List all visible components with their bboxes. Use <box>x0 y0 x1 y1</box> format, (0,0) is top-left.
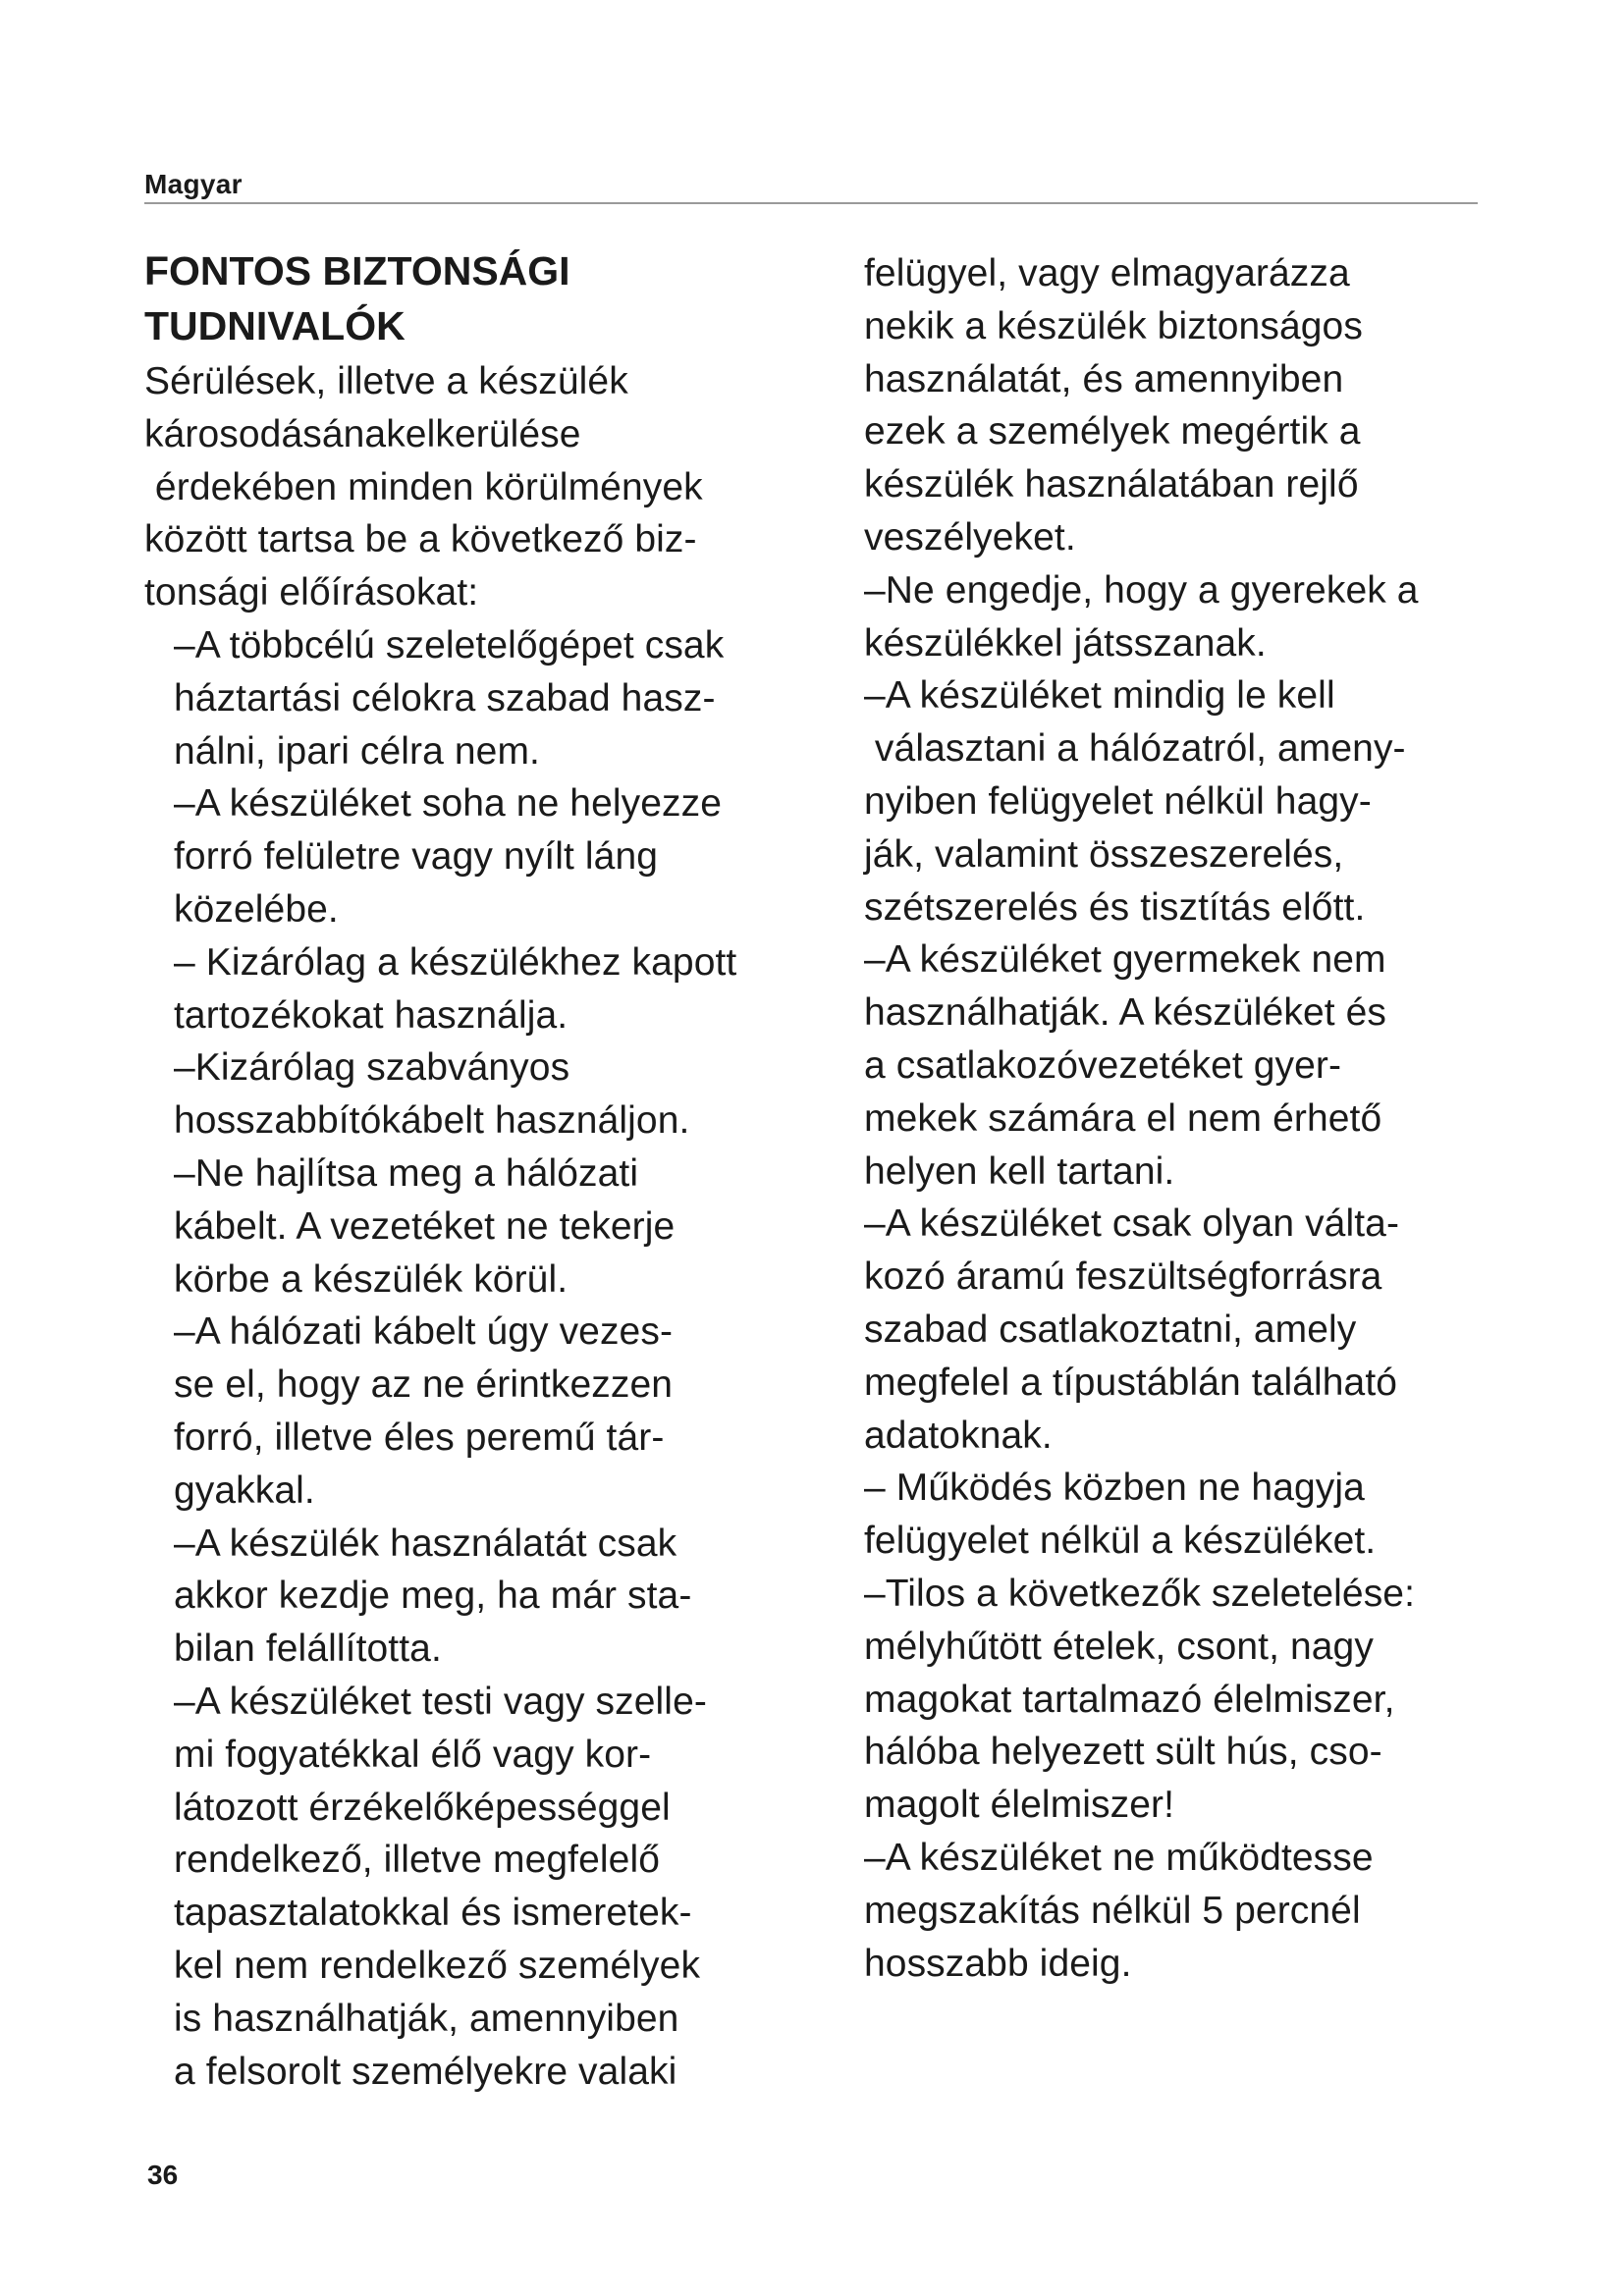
list-line: mi fogyatékkal élő vagy kor- <box>174 1733 652 1776</box>
list-line: –A készülék használatát csak <box>174 1522 677 1565</box>
list-line: háztartási célokra szabad hasz- <box>174 676 716 720</box>
list-line: szabad csatlakoztatni, amely <box>864 1308 1357 1351</box>
list-line: –A készüléket gyermekek nem <box>864 938 1386 982</box>
list-line: –A készüléket csak olyan válta- <box>864 1202 1400 1246</box>
list-line: látozott érzékelőképességgel <box>174 1786 671 1829</box>
list-line: veszélyeket. <box>864 515 1076 559</box>
intro-line: károsodásánakelkerülése <box>144 412 581 455</box>
list-line: tartozékokat használja. <box>174 993 568 1037</box>
left-column <box>144 243 832 2098</box>
list-line: megfelel a típustáblán található <box>864 1361 1398 1404</box>
list-line: –A készüléket ne működtesse <box>864 1836 1374 1879</box>
list-line: forró, illetve éles peremű tár- <box>174 1415 665 1459</box>
list-line: gyakkal. <box>174 1468 315 1512</box>
list-line: helyen kell tartani. <box>864 1149 1175 1193</box>
list-line: körbe a készülék körül. <box>174 1257 568 1301</box>
right-column <box>864 247 1542 1990</box>
list-line: magolt élelmiszer! <box>864 1784 1175 1827</box>
list-line: nekik a készülék biztonságos <box>864 304 1363 347</box>
list-line: nyiben felügyelet nélkül hagy- <box>864 779 1372 823</box>
list-line: –Kizárólag szabványos <box>174 1046 570 1090</box>
list-line: –A hálózati kábelt úgy vezes- <box>174 1310 674 1354</box>
list-line: használhatják. A készüléket és <box>864 991 1386 1035</box>
list-line: akkor kezdje meg, ha már sta- <box>174 1575 692 1618</box>
list-line: ják, valamint összeszerelés, <box>864 832 1344 876</box>
list-line: – Kizárólag a készülékhez kapott <box>174 940 737 984</box>
list-line: tapasztalatokkal és ismeretek- <box>174 1892 692 1935</box>
section-title-line-2: TUDNIVALÓK <box>144 303 406 348</box>
list-line: készülékkel játsszanak. <box>864 621 1267 665</box>
intro-line: tonsági előírásokat: <box>144 571 479 614</box>
header-divider <box>144 202 1478 204</box>
list-line: –A készüléket mindig le kell <box>864 674 1335 718</box>
list-line: rendelkező, illetve megfelelő <box>174 1839 661 1882</box>
list-line: –Ne engedje, hogy a gyerekek a <box>864 568 1419 612</box>
list-line: se el, hogy az ne érintkezzen <box>174 1363 674 1407</box>
list-line: készülék használatában rejlő <box>864 463 1359 507</box>
list-line: –A készüléket soha ne helyezze <box>174 782 723 826</box>
list-line: hosszabbítókábelt használjon. <box>174 1099 690 1143</box>
list-line: közelébe. <box>174 887 339 931</box>
intro-line: között tartsa be a következő biz- <box>144 518 697 561</box>
intro-line: érdekében minden körülmények <box>144 465 703 508</box>
list-line: –A készüléket testi vagy szelle- <box>174 1680 707 1723</box>
list-line: forró felületre vagy nyílt láng <box>174 835 659 879</box>
list-line: használatát, és amennyiben <box>864 357 1344 400</box>
list-line: adatoknak. <box>864 1414 1053 1457</box>
list-line: ezek a személyek megértik a <box>864 410 1361 454</box>
list-line: is használhatják, amennyiben <box>174 1997 679 2040</box>
list-line: –A többcélú szeletelőgépet csak <box>174 623 725 667</box>
list-line: kábelt. A vezetéket ne tekerje <box>174 1204 676 1248</box>
list-line: felügyel, vagy elmagyarázza <box>864 252 1350 294</box>
intro-line: Sérülések, illetve a készülék <box>144 360 628 402</box>
list-line: felügyelet nélkül a készüléket. <box>864 1520 1377 1563</box>
list-line: választani a hálózatról, ameny- <box>864 727 1406 771</box>
list-line: nálni, ipari célra nem. <box>174 729 540 773</box>
list-line: –Ne hajlítsa meg a hálózati <box>174 1151 639 1195</box>
list-line: mélyhűtött ételek, csont, nagy <box>864 1625 1374 1668</box>
list-line: mekek számára el nem érhető <box>864 1096 1382 1140</box>
list-line: kozó áramú feszültségforrásra <box>864 1255 1382 1299</box>
list-line: – Működés közben ne hagyja <box>864 1467 1365 1510</box>
list-line: magokat tartalmazó élelmiszer, <box>864 1678 1395 1721</box>
list-line: hosszabb ideig. <box>864 1942 1132 1985</box>
list-line: a felsorolt személyekre valaki <box>174 2050 677 2093</box>
list-line: megszakítás nélkül 5 percnél <box>864 1889 1361 1932</box>
section-title-line-1: FONTOS BIZTONSÁGI <box>144 248 570 294</box>
list-line: hálóba helyezett sült hús, cso- <box>864 1731 1382 1774</box>
language-header: Magyar <box>144 169 243 199</box>
list-line: szétszerelés és tisztítás előtt. <box>864 885 1366 929</box>
list-line: –Tilos a következők szeletelése: <box>864 1572 1416 1615</box>
list-line: a csatlakozóvezetéket gyer- <box>864 1043 1342 1087</box>
list-line: kel nem rendelkező személyek <box>174 1944 701 1987</box>
list-line: bilan felállította. <box>174 1628 442 1671</box>
page-number: 36 <box>147 2160 179 2190</box>
